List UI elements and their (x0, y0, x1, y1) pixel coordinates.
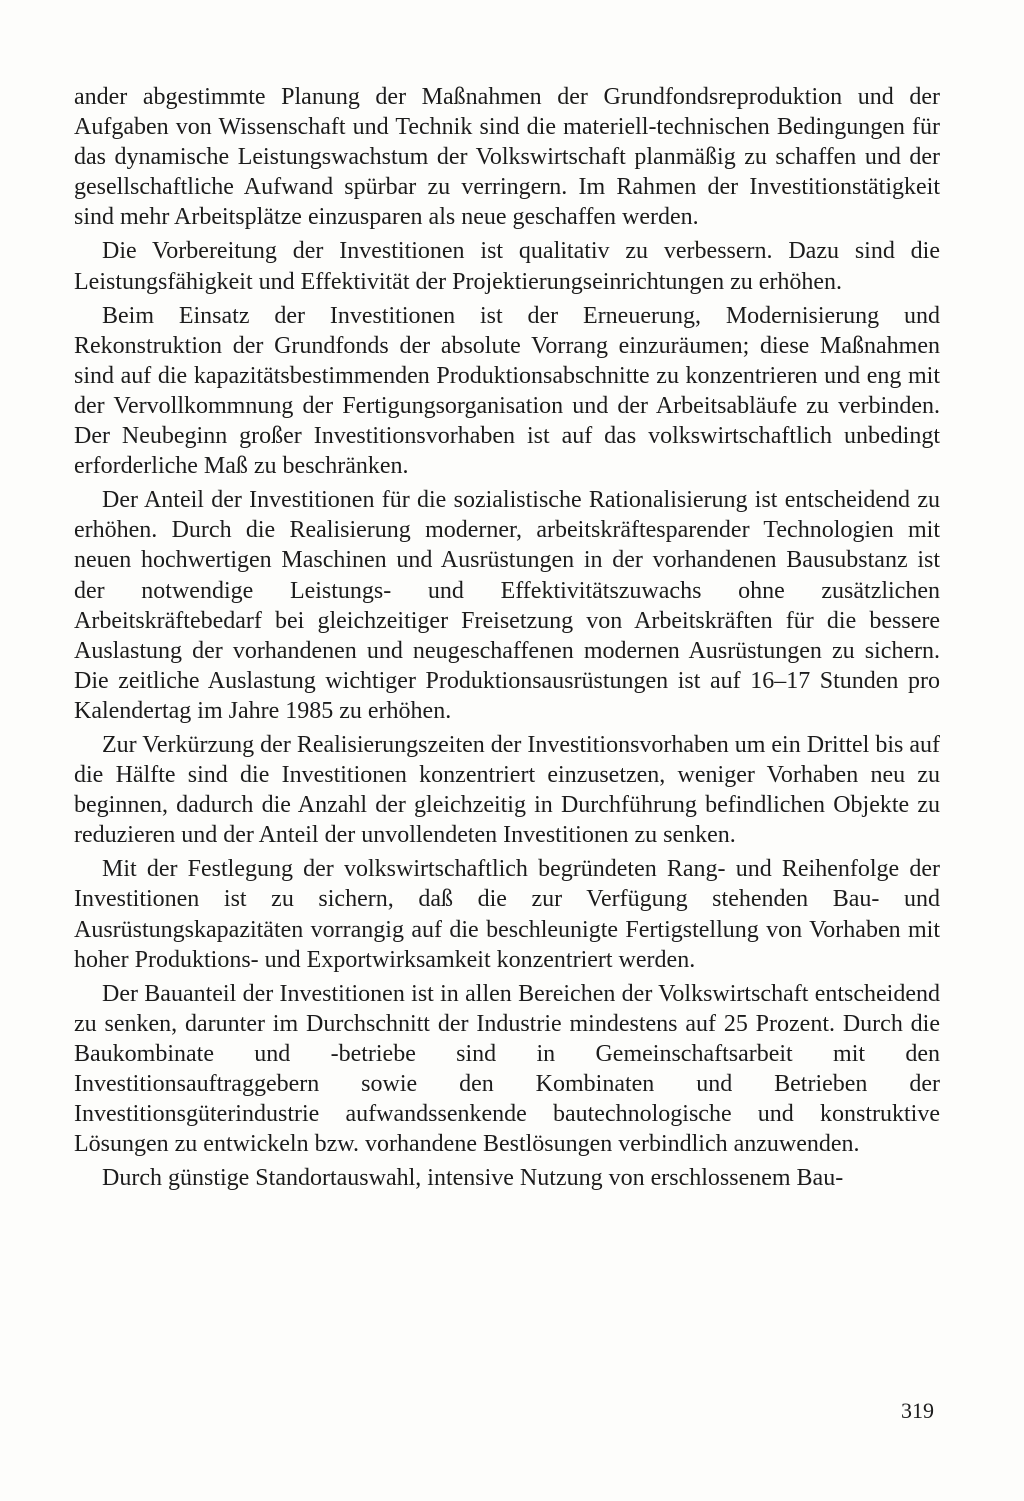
paragraph: Der Anteil der Investitionen für die sozialistische Rationalisierung ist entscheidend zu erhöhen. Durch die Realisierung moderner, arbeitskräftesparender Technologien mit neuen hochwertigen Maschinen und Ausrüstungen in der vorhandenen Bausubstanz ist der notwendige Leistungs- und Effektivitätszuwachs ohne zusätzlichen Arbeitskräftebedarf bei gleichzeitiger Freisetzung von Arbeitskräften für die bessere Auslastung der vorhandenen und neugeschaffenen modernen Ausrüstungen zu sichern. Die zeitliche Auslastung wichtiger Produktionsausrüstungen ist auf 16–17 Stunden pro Kalendertag im Jahre 1985 zu erhöhen. (74, 487, 940, 724)
paragraph: Beim Einsatz der Investitionen ist der Erneuerung, Modernisierung und Rekonstruktion der Grundfonds der absolute Vorrang einzuräumen; diese Maßnahmen sind auf die kapazitätsbestimmenden Produktionsabschnitte zu konzentrieren und eng mit der Vervollkommnung der Fertigungsorganisation und der Arbeitsabläufe zu verbinden. Der Neubeginn großer Investitionsvorhaben ist auf das volkswirtschaftlich unbedingt erforderliche Maß zu beschränken. (74, 302, 940, 480)
body-text (74, 82, 940, 1197)
paragraph: ander abgestimmte Planung der Maßnahmen der Grundfondsreproduktion und der Aufgaben von Wissenschaft und Technik sind die materiell-technischen Bedingungen für das dynamische Leistungswachstum der Volkswirtschaft planmäßig zu schaffen und der gesellschaftliche Aufwand spürbar zu verringern. Im Rahmen der Investitionstätigkeit sind mehr Arbeitsplätze einzusparen als neue geschaffen werden. (74, 84, 940, 231)
paragraph: Durch günstige Standortauswahl, intensive Nutzung von erschlossenem Bau- (102, 1165, 844, 1192)
paragraph: Mit der Festlegung der volkswirtschaftlich begründeten Rang- und Reihenfolge der Investitionen ist zu sichern, daß die zur Verfügung stehenden Bau- und Ausrüstungskapazitäten vorrangig auf die beschleunigte Fertigstellung von Vorhaben mit hoher Produktions- und Exportwirksamkeit konzentriert werden. (74, 856, 940, 973)
paragraph: Der Bauanteil der Investitionen ist in allen Bereichen der Volkswirtschaft entscheidend zu senken, darunter im Durchschnitt der Industrie mindestens auf 25 Prozent. Durch die Baukombinate und -betriebe sind in Gemeinschaftsarbeit mit den Investitionsauftraggebern sowie den Kombinaten und Betrieben der Investitionsgüterindustrie aufwandssenkende bautechnologische und konstruktive Lösungen zu entwickeln bzw. vorhandene Bestlösungen verbindlich anzuwenden. (74, 980, 940, 1158)
paragraph: Zur Verkürzung der Realisierungszeiten der Investitionsvorhaben um ein Drittel bis auf die Hälfte sind die Investitionen konzentriert einzusetzen, weniger Vorhaben neu zu beginnen, dadurch die Anzahl der gleichzeitig in Durchführung befindlichen Objekte zu reduzieren und der Anteil der unvollendeten Investitionen zu senken. (74, 731, 940, 849)
paragraph: Die Vorbereitung der Investitionen ist qualitativ zu verbessern. Dazu sind die Leistungsfähigkeit und Effektivität der Projektierungseinrichtungen zu erhöhen. (74, 238, 940, 295)
page-number: 319 (901, 1398, 934, 1423)
